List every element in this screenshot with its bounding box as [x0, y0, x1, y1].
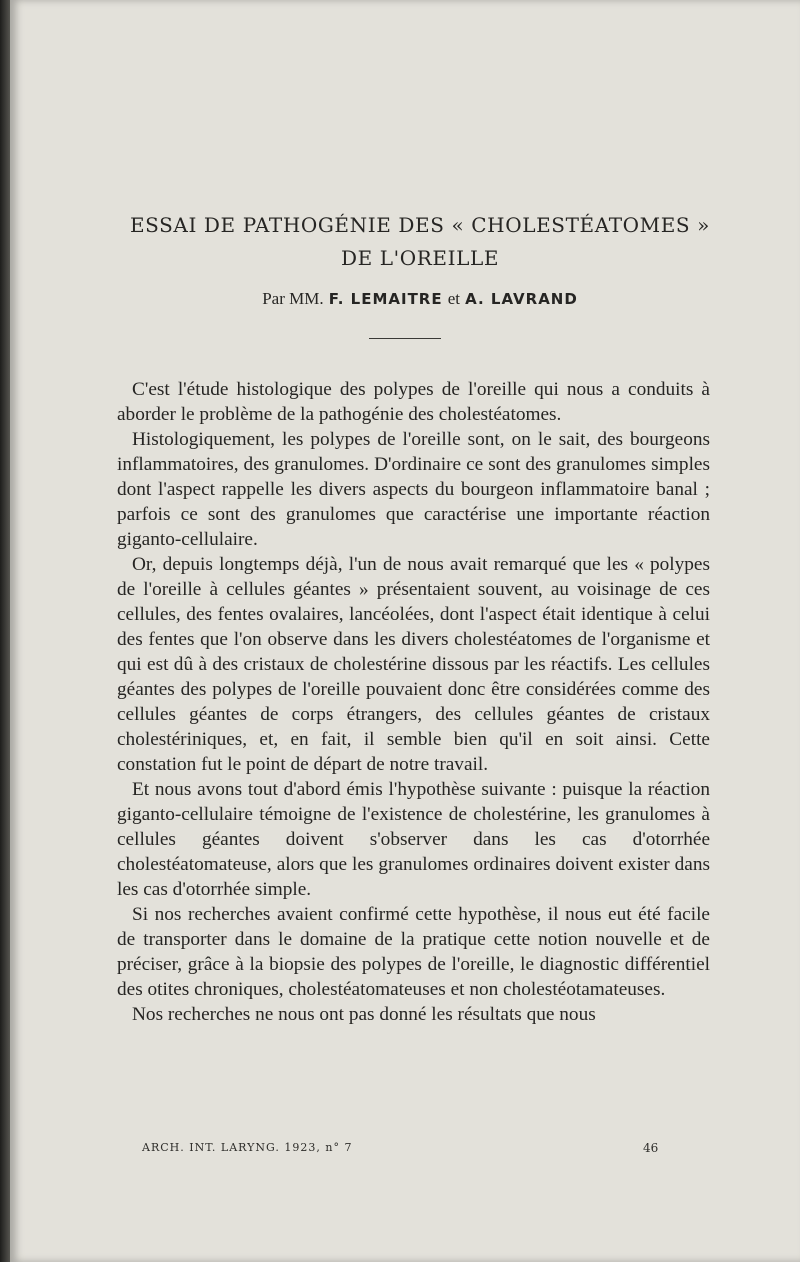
paragraph: Nos recherches ne nous ont pas donné les résultats que nous — [132, 1004, 596, 1025]
paragraph: Or, depuis longtemps déjà, l'un de nous avait remarqué que les « polypes de l'oreille à cellules géantes » présentaient souvent, au voisinage de ces cellules, des fentes ovalaires, lancéolées, dont l'aspect était identique à celui des fentes que l'on observe dans les divers cholestéatomes de l'organisme et qui est dû à des cristaux de cholestérine dissous par les réactifs. Les cellules géantes des polypes de l'oreille pouvaient donc être considérées comme des cellules géantes de corps étrangers, des cellules géantes de cristaux cholestériniques, et, en fait, il semble bien qu'il en soit ainsi. Cette constation fut le point de départ de notre travail. — [117, 554, 710, 775]
author-2: A. LAVRAND — [465, 290, 578, 308]
author-prefix: Par MM. — [262, 289, 324, 308]
article-title-line-2: DE L'OREILLE — [340, 246, 500, 270]
journal-reference: ARCH. INT. LARYNG. 1923, n° 7 — [142, 1141, 353, 1154]
page-number: 46 — [643, 1141, 659, 1155]
paragraph: C'est l'étude histologique des polypes de l'oreille qui nous a conduits à aborder le problème de la pathogénie des cholestéatomes. — [117, 379, 710, 425]
paragraph: Si nos recherches avaient confirmé cette hypothèse, il nous eut été facile de transporter dans le domaine de la pratique cette notion nouvelle et de préciser, grâce à la biopsie des polypes de l'oreille, le diagnostic différentiel des otites chroniques, cholestéatomateuses et non cholestéotamateuses. — [117, 904, 710, 1000]
author-conjunction: et — [447, 289, 460, 308]
article-body — [117, 377, 710, 1027]
author-1: F. LEMAITRE — [328, 290, 443, 308]
paragraph: Histologiquement, les polypes de l'oreille sont, on le sait, des bourgeons inflammatoires, des granulomes. D'ordinaire ce sont des granulomes simples dont l'aspect rappelle les divers aspects du bourgeon inflammatoire banal ; parfois ce sont des granulomes que caractérise une importante réaction giganto-cellulaire. — [117, 429, 710, 550]
title-divider — [369, 338, 441, 339]
scan-left-edge — [0, 0, 10, 1262]
page — [10, 0, 800, 1262]
paragraph: Et nous avons tout d'abord émis l'hypothèse suivante : puisque la réaction giganto-cellulaire témoigne de l'existence de cholestérine, les granulomes à cellules géantes doivent s'observer dans les cas d'otorrhée cholestéatomateuse, alors que les granulomes ordinaires doivent exister dans les cas d'otorrhée simple. — [117, 779, 710, 900]
author-line — [100, 289, 740, 309]
article-title-line-1: ESSAI DE PATHOGÉNIE DES « CHOLESTÉATOMES » — [129, 213, 711, 237]
